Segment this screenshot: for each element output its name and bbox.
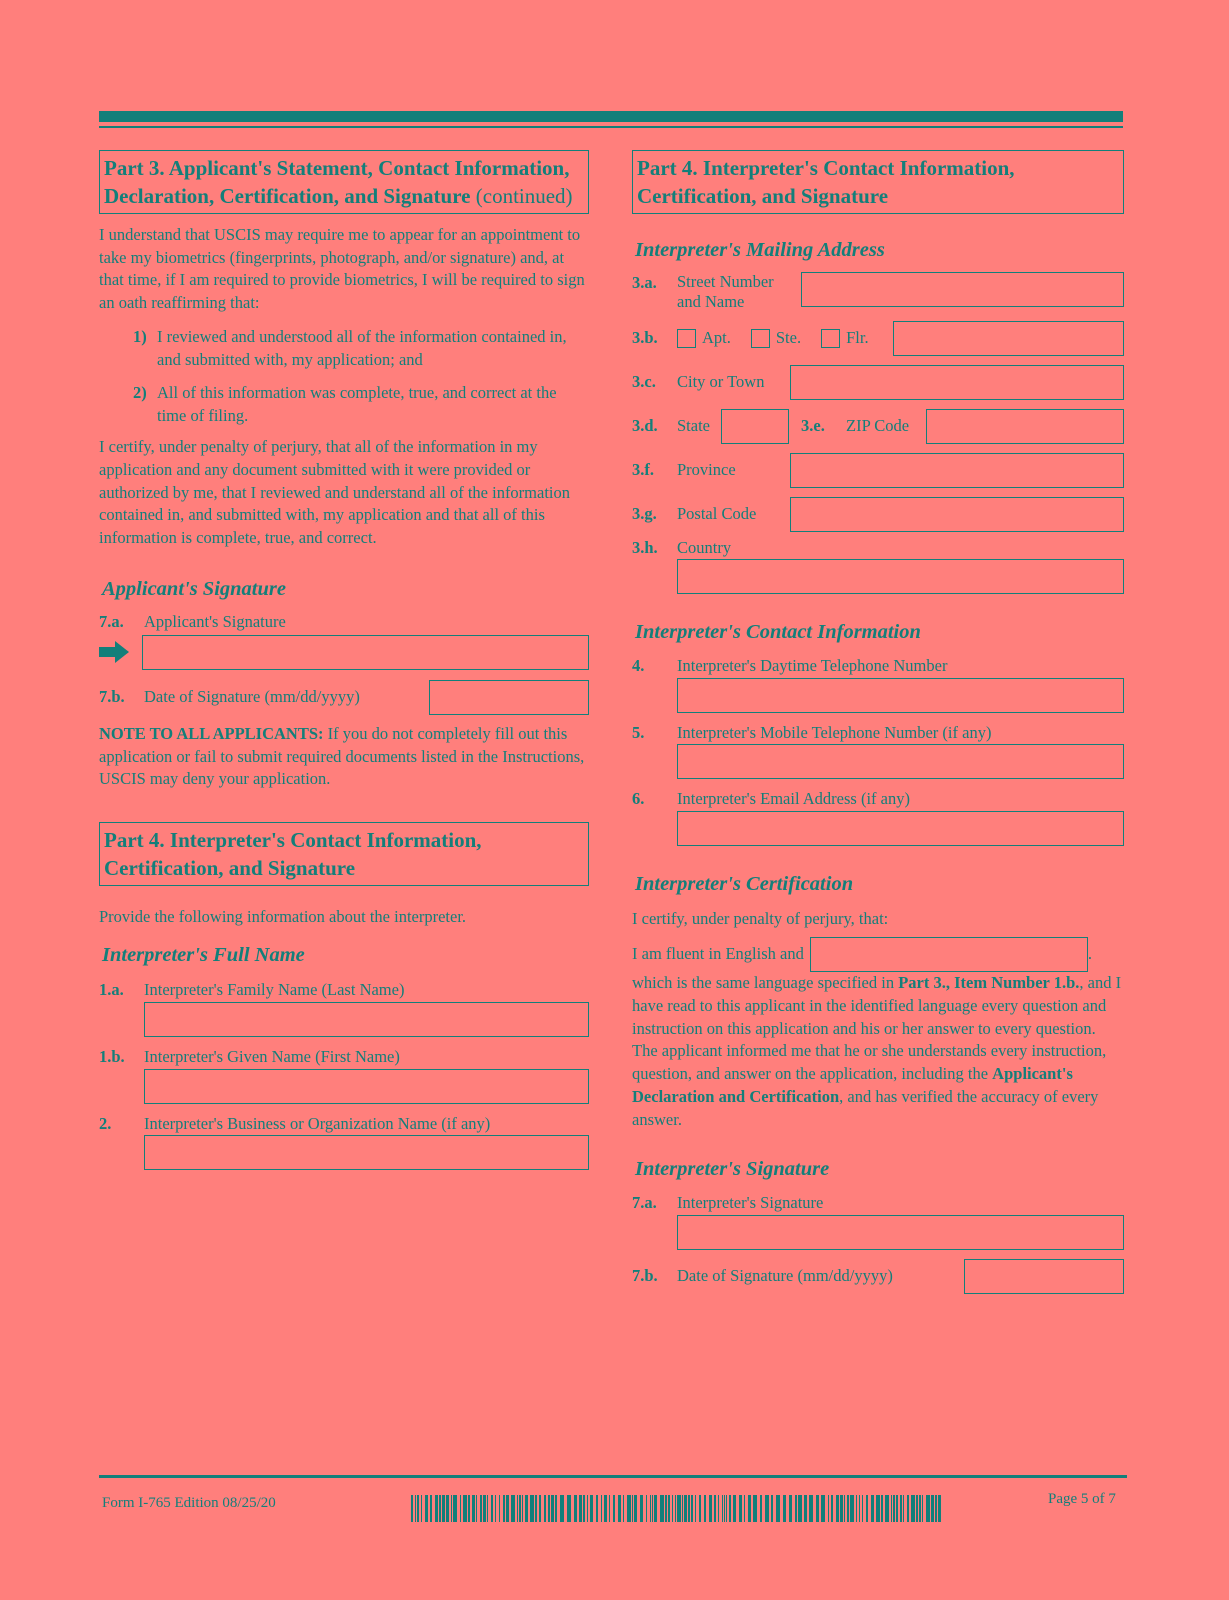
top-rule-thin <box>99 126 1123 128</box>
daytime-phone-field[interactable] <box>677 678 1124 713</box>
interpreter-given-name-field[interactable] <box>144 1069 589 1104</box>
mobile-phone-field[interactable] <box>677 744 1124 779</box>
field-7b-row: 7.b. Date of Signature (mm/dd/yyyy) <box>99 680 589 715</box>
interpreter-full-name-heading: Interpreter's Full Name <box>102 943 305 966</box>
interpreter-certification-heading: Interpreter's Certification <box>635 873 854 896</box>
apt-ste-flr-number-field[interactable] <box>893 321 1124 356</box>
right-column <box>632 150 1124 1294</box>
email-field[interactable] <box>677 811 1124 846</box>
fluent-row: I am fluent in English and . <box>632 937 1124 972</box>
applicant-signature-date-field[interactable] <box>429 680 589 715</box>
cert-intro: I certify, under penalty of perjury, that: <box>632 909 889 929</box>
city-town-field[interactable] <box>790 365 1124 400</box>
field-1a-label-row: 1.a. Interpreter's Family Name (Last Name) <box>99 980 405 1000</box>
state-field[interactable] <box>721 409 789 444</box>
part4-header-right: Part 4. Interpreter's Contact Information, Certification, and Signature <box>632 150 1124 214</box>
part3-title: Part 3. Applicant's Statement, Contact Information, Declaration, Certification, and Signature <box>104 156 570 208</box>
country-field[interactable] <box>677 559 1124 594</box>
field-3c-row: 3.c. City or Town <box>632 365 1124 400</box>
field-7a-label-row: 7.a. Applicant's Signature <box>99 612 286 632</box>
field-1b-label-row: 1.b. Interpreter's Given Name (First Name) <box>99 1046 400 1066</box>
interpreter-provide-info: Provide the following information about the interpreter. <box>99 906 467 926</box>
field-3a-row: 3.a. Street Number and Name <box>632 272 1124 312</box>
field-3h-label-row: 3.h. Country <box>632 537 732 557</box>
applicant-signature-heading: Applicant's Signature <box>102 577 286 600</box>
field-3d-3e-row: 3.d. State 3.e. ZIP Code <box>632 409 1124 444</box>
postal-code-field[interactable] <box>790 497 1124 532</box>
part3-header <box>99 150 589 214</box>
field-2-label-row: 2. Interpreter's Business or Organization Name (if any) <box>99 1113 491 1133</box>
left-column <box>99 150 589 1170</box>
interpreter-family-name-field[interactable] <box>144 1002 589 1037</box>
interpreter-organization-field[interactable] <box>144 1135 589 1170</box>
flr-checkbox[interactable] <box>821 329 840 348</box>
ste-checkbox[interactable] <box>751 329 770 348</box>
part3-continued: (continued) <box>475 183 573 208</box>
page-number: Page 5 of 7 <box>1048 1491 1116 1507</box>
interpreter-signature-field[interactable] <box>677 1215 1124 1250</box>
zip-code-field[interactable] <box>926 409 1124 444</box>
field-3b-row: 3.b. Apt. Ste. Flr. <box>632 321 1124 356</box>
interpreter-contact-heading: Interpreter's Contact Information <box>635 621 921 644</box>
street-number-name-field[interactable] <box>801 272 1124 307</box>
list-item: 1) I reviewed and understood all of the information contained in, and submitted with, my application; and <box>133 326 567 369</box>
interpreter-signature-heading: Interpreter's Signature <box>635 1158 830 1181</box>
list-item: 2) All of this information was complete, true, and correct at the time of filing. <box>133 383 557 426</box>
apt-checkbox[interactable] <box>677 329 696 348</box>
biometrics-intro: I understand that USCIS may require me to appear for an appointment to take my biometrics (fingerprints, photograph, and/or signature) and, at that time, if I am required to provide biometrics, I will be required to sign an oath reaffirming that: <box>99 224 585 313</box>
field-7b-row: 7.b. Date of Signature (mm/dd/yyyy) <box>632 1259 1124 1294</box>
interpreter-signature-date-field[interactable] <box>964 1259 1124 1294</box>
province-field[interactable] <box>790 453 1124 488</box>
barcode-icon <box>411 1495 941 1522</box>
interpreter-mailing-address-heading: Interpreter's Mailing Address <box>635 238 885 261</box>
part4-header-left: Part 4. Interpreter's Contact Information, Certification, and Signature <box>99 822 589 886</box>
field-7a-input-row <box>99 635 589 670</box>
field-6-label-row: 6. Interpreter's Email Address (if any) <box>632 789 910 809</box>
language-field[interactable] <box>810 937 1088 972</box>
applicant-signature-field[interactable] <box>142 635 589 670</box>
field-3f-row: 3.f. Province <box>632 453 1124 488</box>
arrow-right-icon <box>99 641 129 663</box>
field-3g-row: 3.g. Postal Code <box>632 497 1124 532</box>
form-edition: Form I-765 Edition 08/25/20 <box>102 1495 276 1511</box>
field-7a-label-row: 7.a. Interpreter's Signature <box>632 1192 824 1212</box>
top-rule-thick <box>99 111 1123 122</box>
perjury-certification: I certify, under penalty of perjury, that all of the information in my application and any document submitted with it were provided or authorized by me, that I reviewed and understand all of the information contained in, and submitted with, my application and that all of this information is complete, true, and correct. <box>99 436 571 548</box>
field-4-label-row: 4. Interpreter's Daytime Telephone Number <box>632 655 948 675</box>
cert-text: which is the same language specified in Part 3., Item Number 1.b., and I have read to this applicant in the identified language every question and instruction on this application and his or her answer to every question. The applicant informed me that he or she understands every instruction, question, and answer on the application, including the Applicant's Declaration and Certification, and has verified the accuracy of every answer. <box>632 973 1122 1129</box>
note-to-applicants: NOTE TO ALL APPLICANTS: If you do not completely fill out this application or fail to submit required documents listed in the Instructions, USCIS may deny your application. <box>99 723 585 789</box>
footer-rule <box>99 1475 1127 1478</box>
field-5-label-row: 5. Interpreter's Mobile Telephone Number (if any) <box>632 722 992 742</box>
